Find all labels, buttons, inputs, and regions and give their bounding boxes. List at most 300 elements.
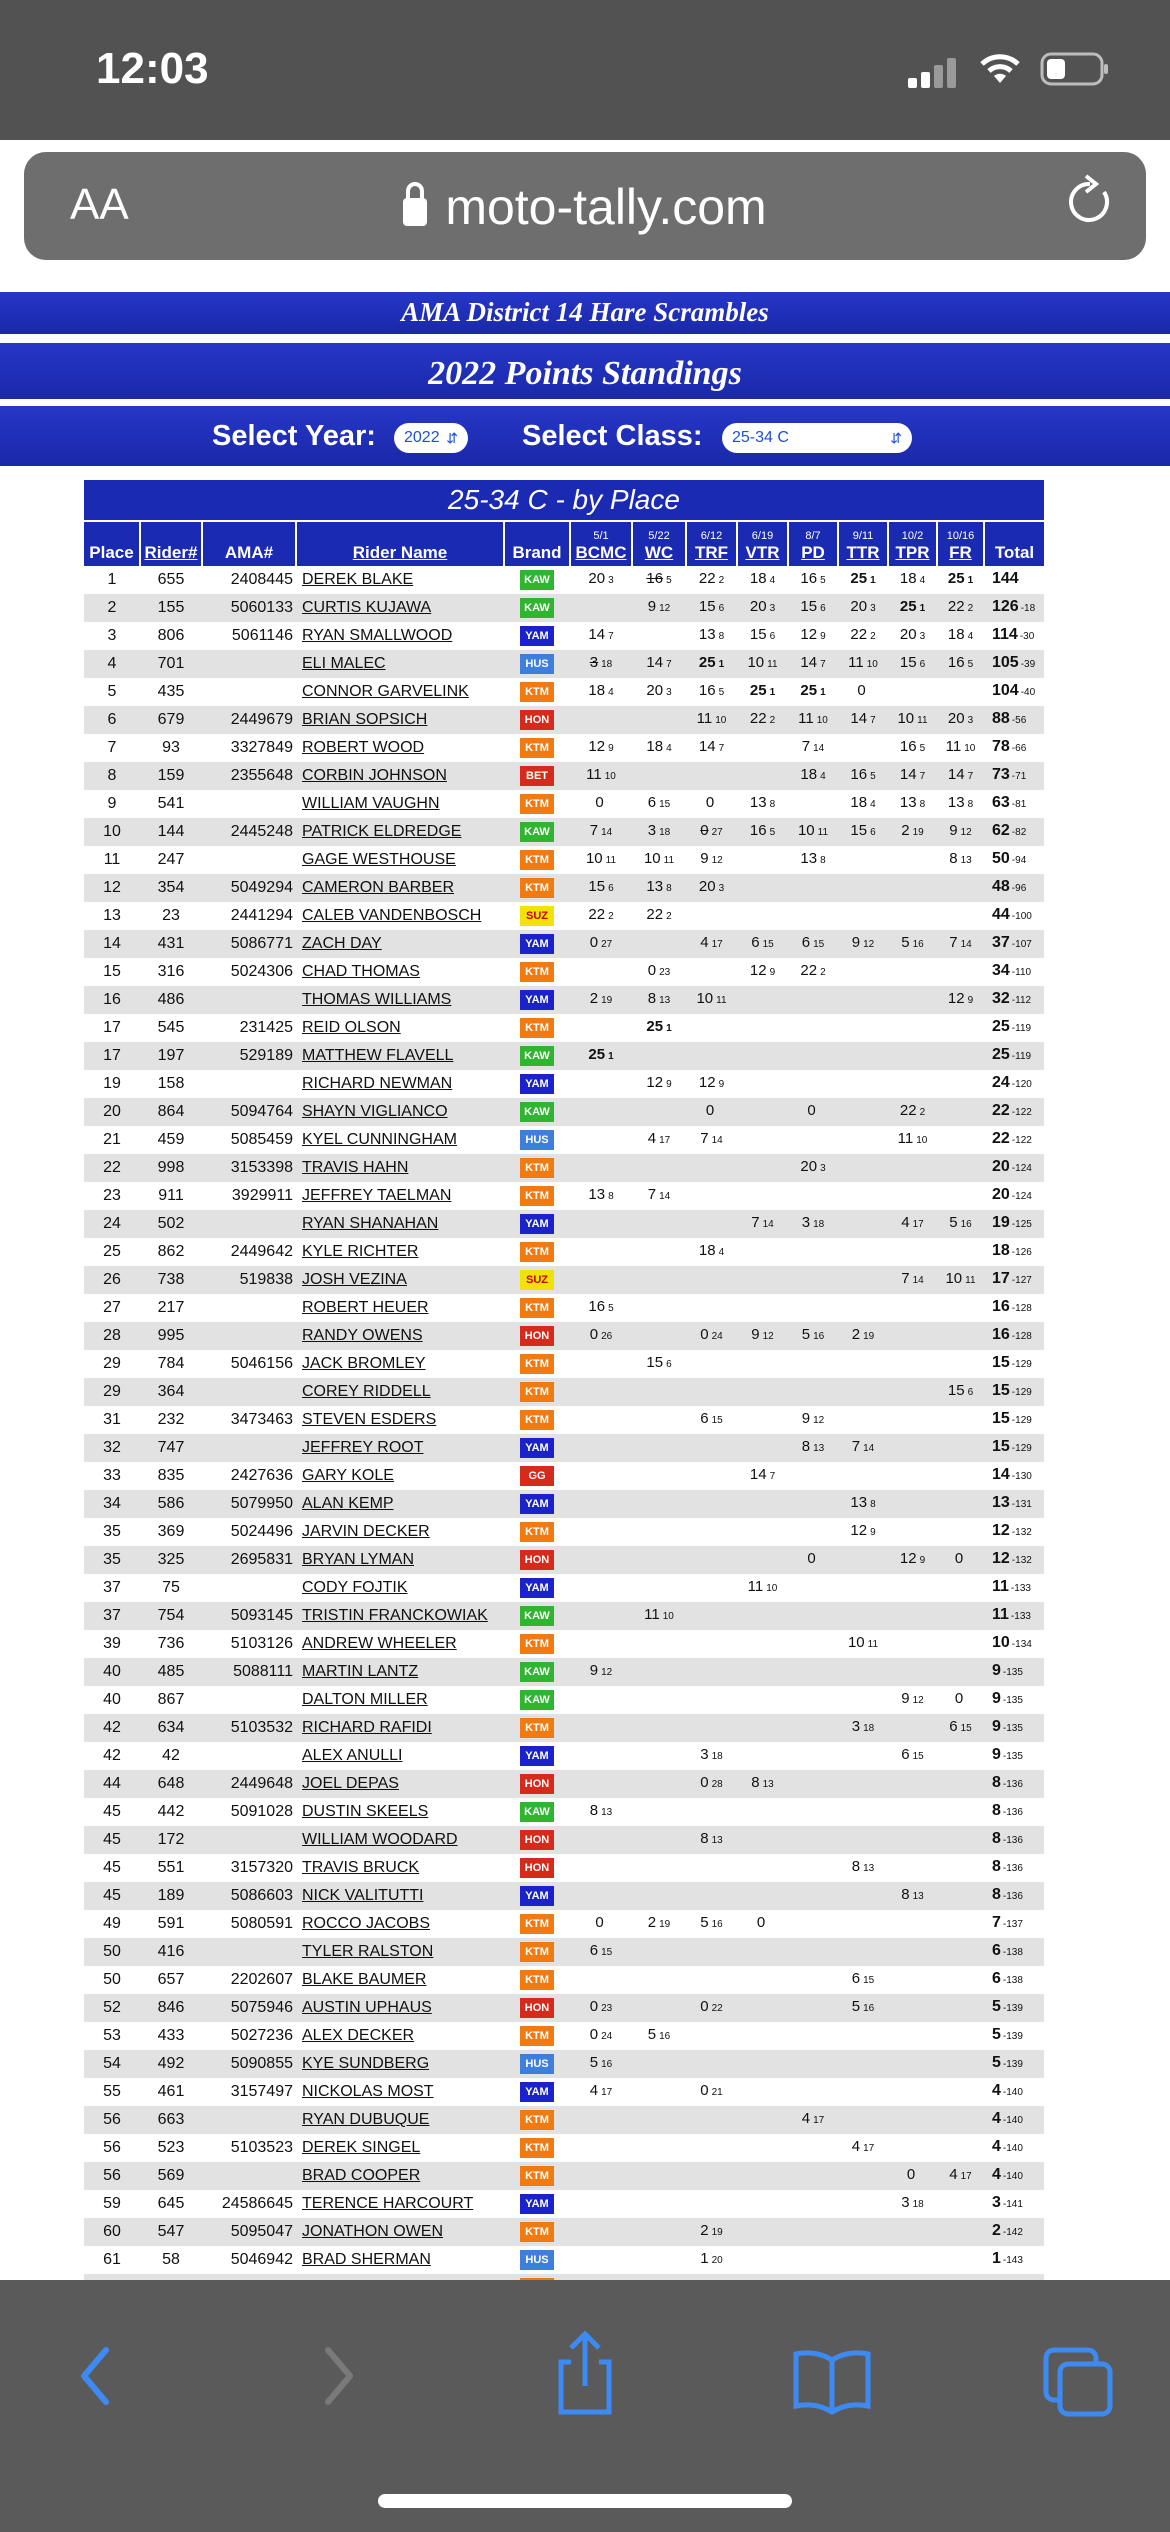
event-points: 12 bbox=[749, 962, 767, 979]
tabs-icon bbox=[1020, 2320, 1140, 2420]
rider-number-cell: 158 bbox=[140, 1070, 202, 1098]
event-points-cell bbox=[888, 1294, 937, 1322]
battery-icon bbox=[1040, 52, 1110, 91]
event-points: 8 bbox=[901, 1886, 910, 1903]
event-points-cell bbox=[632, 2162, 686, 2190]
event-points-cell bbox=[570, 2022, 632, 2050]
event-points: 13 bbox=[947, 794, 965, 811]
event-points-cell bbox=[937, 1154, 984, 1182]
col-event-fr[interactable]: 10/16 FR bbox=[937, 522, 984, 566]
total-points: 22 bbox=[992, 1130, 1010, 1147]
total-cell bbox=[984, 706, 1044, 734]
event-points-cell bbox=[888, 706, 937, 734]
rider-name-link[interactable]: CORBIN JOHNSON bbox=[296, 762, 504, 790]
col-rider-name[interactable]: Rider Name bbox=[296, 522, 504, 566]
total-cell bbox=[984, 1322, 1044, 1350]
brand-badge: KTM bbox=[520, 2110, 554, 2130]
standings-row bbox=[84, 790, 1044, 818]
event-points-cell bbox=[632, 1910, 686, 1938]
event-points: 0 bbox=[756, 1914, 766, 1931]
event-points: 14 bbox=[646, 654, 664, 671]
event-position: 28 bbox=[711, 1779, 723, 1790]
ama-number-cell: 3157497 bbox=[202, 2078, 296, 2106]
brand-badge: YAM bbox=[520, 1886, 554, 1906]
rider-name-link[interactable]: ROBERT HEUER bbox=[296, 1294, 504, 1322]
event-points: 25 bbox=[947, 570, 965, 587]
event-points-cell bbox=[937, 1938, 984, 1966]
rider-name-link[interactable]: CURTIS KUJAWA bbox=[296, 594, 504, 622]
event-position: 7 bbox=[919, 771, 926, 782]
event-points: 9 bbox=[801, 1410, 811, 1427]
event-points-cell bbox=[632, 1126, 686, 1154]
reload-icon[interactable] bbox=[1064, 174, 1116, 243]
season-banner: 2022 Points Standings bbox=[0, 340, 1170, 402]
rider-name-link[interactable]: WILLIAM VAUGHN bbox=[296, 790, 504, 818]
event-position: 10 bbox=[766, 1583, 778, 1594]
brand-badge: KAW bbox=[520, 570, 554, 590]
tabs-button[interactable] bbox=[1020, 2320, 1140, 2420]
total-cell bbox=[984, 1266, 1044, 1294]
wifi-icon bbox=[978, 53, 1022, 90]
bookmarks-icon bbox=[772, 2320, 892, 2420]
event-points: 11 bbox=[798, 710, 814, 727]
event-points-cell bbox=[838, 566, 888, 594]
event-points-cell bbox=[888, 1490, 937, 1518]
event-points-cell bbox=[788, 902, 838, 930]
place-cell: 61 bbox=[84, 2246, 140, 2274]
total-points: 2 bbox=[992, 2222, 1001, 2239]
brand-cell bbox=[504, 1098, 570, 1126]
rider-name-link[interactable]: RICHARD NEWMAN bbox=[296, 1070, 504, 1098]
event-points-cell bbox=[686, 1350, 737, 1378]
place-cell: 56 bbox=[84, 2106, 140, 2134]
brand-cell bbox=[504, 2218, 570, 2246]
rider-name-link[interactable]: ANDREW WHEELER bbox=[296, 1630, 504, 1658]
event-points-cell bbox=[838, 1686, 888, 1714]
event-points-cell bbox=[570, 1154, 632, 1182]
event-points-cell bbox=[570, 1126, 632, 1154]
total-cell bbox=[984, 2218, 1044, 2246]
event-points: 9 bbox=[751, 1326, 760, 1343]
event-points-cell bbox=[632, 1518, 686, 1546]
event-points-cell bbox=[888, 2078, 937, 2106]
event-points: 8 bbox=[949, 850, 958, 867]
rider-name-link[interactable]: WILLIAM WOODARD bbox=[296, 1826, 504, 1854]
event-points-cell bbox=[632, 1714, 686, 1742]
rider-name-link[interactable]: JEFFREY ROOT bbox=[296, 1434, 504, 1462]
event-points-cell bbox=[838, 1714, 888, 1742]
total-points: 8 bbox=[992, 1886, 1001, 1903]
address-bar[interactable] bbox=[24, 152, 1146, 260]
event-points-cell bbox=[937, 1406, 984, 1434]
event-position: 15 bbox=[601, 1947, 613, 1958]
rider-name-link[interactable]: ZACH DAY bbox=[296, 930, 504, 958]
rider-name-link[interactable]: DALTON MILLER bbox=[296, 1686, 504, 1714]
event-points: 16 bbox=[749, 822, 767, 839]
rider-name-link[interactable]: TRAVIS HAHN bbox=[296, 1154, 504, 1182]
points-behind: -122 bbox=[1011, 1135, 1032, 1146]
col-event-ttr[interactable]: 9/11 TTR bbox=[838, 522, 888, 566]
rider-name-link[interactable]: ELI MALEC bbox=[296, 650, 504, 678]
brand-badge: YAM bbox=[520, 2194, 554, 2214]
points-behind: -56 bbox=[1011, 715, 1027, 726]
rider-name-link[interactable]: JONATHON OWEN bbox=[296, 2218, 504, 2246]
standings-row bbox=[84, 2134, 1044, 2162]
event-points: 5 bbox=[901, 934, 910, 951]
event-points-cell bbox=[888, 986, 937, 1014]
place-cell: 4 bbox=[84, 650, 140, 678]
standings-row bbox=[84, 1854, 1044, 1882]
rider-name-link[interactable]: TYLER RALSTON bbox=[296, 1938, 504, 1966]
total-points: 11 bbox=[992, 1606, 1009, 1623]
event-points: 16 bbox=[698, 682, 716, 699]
event-points: 13 bbox=[646, 878, 664, 895]
event-points-cell bbox=[737, 1154, 788, 1182]
rider-number-cell: 648 bbox=[140, 1770, 202, 1798]
chevron-updown-icon: ⇵ bbox=[446, 430, 458, 446]
event-position: 17 bbox=[601, 2087, 613, 2098]
event-points-cell bbox=[686, 1490, 737, 1518]
rider-name-link[interactable]: THOMAS WILLIAMS bbox=[296, 986, 504, 1014]
event-points-cell bbox=[888, 1742, 937, 1770]
event-points: 12 bbox=[899, 1550, 917, 1567]
event-points: 0 bbox=[906, 2166, 916, 2183]
rider-name-link[interactable]: JOSH VEZINA bbox=[296, 1266, 504, 1294]
rider-name-link[interactable]: GARY KOLE bbox=[296, 1462, 504, 1490]
select-class-value: 25-34 C bbox=[732, 429, 789, 446]
event-points-cell bbox=[686, 1434, 737, 1462]
event-points-cell bbox=[788, 1574, 838, 1602]
rider-name-link[interactable]: BLAKE BAUMER bbox=[296, 1966, 504, 1994]
brand-badge: HON bbox=[520, 1774, 554, 1794]
brand-cell bbox=[504, 846, 570, 874]
event-points: 25 bbox=[646, 1018, 664, 1035]
event-points-cell bbox=[788, 1462, 838, 1490]
brand-cell bbox=[504, 1686, 570, 1714]
rider-number-cell: 835 bbox=[140, 1462, 202, 1490]
col-event-trf[interactable]: 6/12 TRF bbox=[686, 522, 737, 566]
brand-badge: YAM bbox=[520, 1578, 554, 1598]
event-points-cell bbox=[570, 1434, 632, 1462]
place-cell: 14 bbox=[84, 930, 140, 958]
total-cell bbox=[984, 1154, 1044, 1182]
standings-row bbox=[84, 706, 1044, 734]
total-cell bbox=[984, 1070, 1044, 1098]
rider-name-link[interactable]: CAMERON BARBER bbox=[296, 874, 504, 902]
event-points-cell bbox=[788, 1630, 838, 1658]
event-points-cell bbox=[737, 2190, 788, 2218]
event-position: 11 bbox=[663, 855, 675, 866]
forward-button[interactable] bbox=[280, 2320, 400, 2420]
rider-name-link[interactable]: TRISTIN FRANCKOWIAK bbox=[296, 1602, 504, 1630]
brand-badge: HUS bbox=[520, 2054, 554, 2074]
event-position: 14 bbox=[813, 743, 825, 754]
event-points-cell bbox=[737, 1182, 788, 1210]
event-points-cell bbox=[788, 2162, 838, 2190]
event-position: 19 bbox=[659, 1919, 671, 1930]
event-points-cell bbox=[838, 986, 888, 1014]
rider-name-link[interactable]: NICK VALITUTTI bbox=[296, 1882, 504, 1910]
rider-name-link[interactable]: DUSTIN SKEELS bbox=[296, 1798, 504, 1826]
points-behind: -40 bbox=[1020, 687, 1036, 698]
event-points-cell bbox=[788, 1238, 838, 1266]
col-event-wc[interactable]: 5/22 WC bbox=[632, 522, 686, 566]
rider-number-cell: 998 bbox=[140, 1154, 202, 1182]
bookmarks-button[interactable] bbox=[772, 2320, 892, 2420]
event-points: 5 bbox=[589, 2054, 599, 2071]
rider-name-link[interactable]: JEFFREY TAELMAN bbox=[296, 1182, 504, 1210]
rider-name-link[interactable]: REID OLSON bbox=[296, 1014, 504, 1042]
brand-cell bbox=[504, 678, 570, 706]
col-event-pd[interactable]: 8/7 PD bbox=[788, 522, 838, 566]
rider-name-link[interactable]: RANDY OWENS bbox=[296, 1322, 504, 1350]
event-points-cell bbox=[570, 2134, 632, 2162]
event-points-cell bbox=[686, 1210, 737, 1238]
reader-settings-button[interactable]: AA bbox=[70, 180, 129, 229]
rider-name-link[interactable]: ROCCO JACOBS bbox=[296, 1910, 504, 1938]
event-points: 16 bbox=[947, 654, 965, 671]
event-position: 23 bbox=[659, 967, 671, 978]
standings-row bbox=[84, 1098, 1044, 1126]
ama-number-cell bbox=[202, 1686, 296, 1714]
rider-name-link[interactable]: KYEL CUNNINGHAM bbox=[296, 1126, 504, 1154]
brand-badge: GG bbox=[520, 1466, 554, 1486]
event-points-cell bbox=[888, 818, 937, 846]
event-position: 6 bbox=[870, 827, 876, 838]
rider-name-link[interactable]: KYLE RICHTER bbox=[296, 1238, 504, 1266]
event-points-cell bbox=[570, 1658, 632, 1686]
event-points-cell bbox=[632, 1154, 686, 1182]
event-points-cell bbox=[937, 1098, 984, 1126]
rider-number-cell: 846 bbox=[140, 1994, 202, 2022]
standings-row bbox=[84, 1210, 1044, 1238]
event-position: 1 bbox=[608, 1051, 614, 1062]
total-points: 18 bbox=[992, 1242, 1010, 1259]
brand-cell bbox=[504, 2050, 570, 2078]
total-points: 5 bbox=[992, 1998, 1001, 2015]
rider-name-link[interactable]: JACK BROMLEY bbox=[296, 1350, 504, 1378]
rider-name-link[interactable]: TERENCE HARCOURT bbox=[296, 2190, 504, 2218]
rider-name-link[interactable]: BRAD COOPER bbox=[296, 2162, 504, 2190]
event-points-cell bbox=[937, 1658, 984, 1686]
standings-row bbox=[84, 2246, 1044, 2274]
event-points-cell bbox=[937, 650, 984, 678]
event-points-cell bbox=[937, 566, 984, 594]
event-position: 1 bbox=[769, 687, 776, 698]
event-points-cell bbox=[888, 1154, 937, 1182]
event-points-cell bbox=[686, 2246, 737, 2274]
rider-name-link[interactable]: CODY FOJTIK bbox=[296, 1574, 504, 1602]
rider-name-link[interactable]: ALEX ANULLI bbox=[296, 1742, 504, 1770]
event-points-cell bbox=[632, 1406, 686, 1434]
place-cell: 45 bbox=[84, 1826, 140, 1854]
event-points: 16 bbox=[800, 570, 818, 587]
rider-name-link[interactable]: KYE SUNDBERG bbox=[296, 2050, 504, 2078]
event-points: 0 bbox=[589, 1326, 599, 1343]
event-points-cell bbox=[737, 762, 788, 790]
event-points-cell bbox=[570, 734, 632, 762]
rider-name-link[interactable]: ALEX DECKER bbox=[296, 2022, 504, 2050]
event-points-cell bbox=[570, 1770, 632, 1798]
event-points-cell bbox=[632, 2050, 686, 2078]
total-cell bbox=[984, 2162, 1044, 2190]
col-total: Total bbox=[984, 522, 1044, 566]
rider-name-link[interactable]: DEREK SINGEL bbox=[296, 2134, 504, 2162]
event-points-cell bbox=[632, 1798, 686, 1826]
event-points: 0 bbox=[589, 1998, 599, 2015]
event-points-cell bbox=[570, 846, 632, 874]
event-points: 7 bbox=[589, 822, 599, 839]
event-points-cell bbox=[737, 1686, 788, 1714]
place-cell: 60 bbox=[84, 2218, 140, 2246]
event-position: 19 bbox=[863, 1331, 875, 1342]
back-button[interactable] bbox=[30, 2320, 150, 2420]
ama-number-cell bbox=[202, 650, 296, 678]
col-event-tpr[interactable]: 10/2 TPR bbox=[888, 522, 937, 566]
share-button[interactable] bbox=[525, 2320, 645, 2420]
brand-badge: KAW bbox=[520, 1662, 554, 1682]
ama-number-cell: 2441294 bbox=[202, 902, 296, 930]
brand-cell bbox=[504, 1042, 570, 1070]
event-position: 5 bbox=[666, 575, 672, 586]
place-cell: 3 bbox=[84, 622, 140, 650]
rider-name-link[interactable]: RICHARD RAFIDI bbox=[296, 1714, 504, 1742]
ama-number-cell: 2408445 bbox=[202, 566, 296, 594]
rider-name-link[interactable]: CHAD THOMAS bbox=[296, 958, 504, 986]
event-points-cell bbox=[838, 1826, 888, 1854]
total-points: 8 bbox=[992, 1858, 1001, 1875]
event-points-cell bbox=[888, 762, 937, 790]
rider-name-link[interactable]: RYAN SHANAHAN bbox=[296, 1210, 504, 1238]
total-cell bbox=[984, 930, 1044, 958]
points-behind: -136 bbox=[1002, 1891, 1023, 1902]
brand-cell bbox=[504, 622, 570, 650]
points-behind: -119 bbox=[1011, 1051, 1032, 1062]
brand-cell bbox=[504, 2246, 570, 2274]
event-position: 12 bbox=[863, 939, 875, 950]
rider-number-cell: 325 bbox=[140, 1546, 202, 1574]
col-event-vtr[interactable]: 6/19 VTR bbox=[737, 522, 788, 566]
event-position: 15 bbox=[711, 1415, 723, 1426]
rider-name-link[interactable]: MATTHEW FLAVELL bbox=[296, 1042, 504, 1070]
event-points-cell bbox=[570, 958, 632, 986]
event-points: 15 bbox=[698, 598, 716, 615]
event-points-cell bbox=[686, 1882, 737, 1910]
select-year-dropdown[interactable] bbox=[394, 423, 468, 453]
rider-name-link[interactable]: TRAVIS BRUCK bbox=[296, 1854, 504, 1882]
brand-cell bbox=[504, 1966, 570, 1994]
brand-badge: KTM bbox=[520, 2026, 554, 2046]
event-points-cell bbox=[937, 790, 984, 818]
select-class-dropdown[interactable] bbox=[722, 423, 912, 453]
event-points: 8 bbox=[851, 1858, 861, 1875]
rider-name-link[interactable]: RYAN DUBUQUE bbox=[296, 2106, 504, 2134]
rider-name-link[interactable]: RYAN SMALLWOOD bbox=[296, 622, 504, 650]
event-points-cell bbox=[888, 1378, 937, 1406]
total-points: 4 bbox=[992, 2082, 1001, 2099]
standings-row bbox=[84, 1490, 1044, 1518]
event-points-cell bbox=[737, 706, 788, 734]
rider-name-link[interactable]: CALEB VANDENBOSCH bbox=[296, 902, 504, 930]
standings-row bbox=[84, 762, 1044, 790]
event-points-cell bbox=[686, 734, 737, 762]
brand-badge: KTM bbox=[520, 1298, 554, 1318]
event-points: 4 bbox=[851, 2138, 861, 2155]
total-points: 9 bbox=[992, 1662, 1001, 1679]
rider-name-link[interactable]: CONNOR GARVELINK bbox=[296, 678, 504, 706]
rider-name-link[interactable]: PATRICK ELDREDGE bbox=[296, 818, 504, 846]
rider-name-link[interactable]: COREY RIDDELL bbox=[296, 1378, 504, 1406]
rider-name-link[interactable]: GAGE WESTHOUSE bbox=[296, 846, 504, 874]
total-points: 63 bbox=[992, 794, 1010, 811]
event-points: 0 bbox=[807, 1550, 816, 1567]
event-points-cell bbox=[570, 818, 632, 846]
event-points-cell bbox=[632, 1826, 686, 1854]
rider-name-link[interactable]: STEVEN ESDERS bbox=[296, 1406, 504, 1434]
rider-name-link[interactable]: NICKOLAS MOST bbox=[296, 2078, 504, 2106]
brand-cell bbox=[504, 1574, 570, 1602]
standings-row bbox=[84, 1238, 1044, 1266]
event-points-cell bbox=[838, 1742, 888, 1770]
event-points-cell bbox=[570, 2190, 632, 2218]
points-behind: -96 bbox=[1011, 883, 1027, 894]
standings-row bbox=[84, 1154, 1044, 1182]
event-position: 14 bbox=[601, 827, 613, 838]
total-points: 5 bbox=[992, 2026, 1001, 2043]
ama-number-cell bbox=[202, 1210, 296, 1238]
event-points-cell bbox=[838, 2134, 888, 2162]
standings-row bbox=[84, 1966, 1044, 1994]
rider-name-link[interactable]: JOEL DEPAS bbox=[296, 1770, 504, 1798]
brand-badge: KAW bbox=[520, 822, 554, 842]
col-event-bcmc[interactable]: 5/1 BCMC bbox=[570, 522, 632, 566]
rider-name-link[interactable]: BRYAN LYMAN bbox=[296, 1546, 504, 1574]
points-behind: -122 bbox=[1011, 1107, 1032, 1118]
rider-name-link[interactable]: MARTIN LANTZ bbox=[296, 1658, 504, 1686]
col-rider-number[interactable]: Rider# bbox=[140, 522, 202, 566]
standings-row bbox=[84, 1770, 1044, 1798]
event-points-cell bbox=[937, 2218, 984, 2246]
rider-number-cell: 655 bbox=[140, 566, 202, 594]
brand-cell bbox=[504, 2078, 570, 2106]
event-position: 16 bbox=[813, 1331, 825, 1342]
rider-name-link[interactable]: BRAD SHERMAN bbox=[296, 2246, 504, 2274]
event-points-cell bbox=[838, 1098, 888, 1126]
rider-name-link[interactable]: BRIAN SOPSICH bbox=[296, 706, 504, 734]
rider-name-link[interactable]: AUSTIN UPHAUS bbox=[296, 1994, 504, 2022]
brand-badge: KAW bbox=[520, 1606, 554, 1626]
event-points-cell bbox=[888, 1994, 937, 2022]
event-points-cell bbox=[632, 1182, 686, 1210]
event-points-cell bbox=[632, 1854, 686, 1882]
event-position: 13 bbox=[863, 1863, 875, 1874]
rider-name-link[interactable]: ALAN KEMP bbox=[296, 1490, 504, 1518]
event-points: 11 bbox=[897, 1130, 914, 1147]
rider-name-link[interactable]: SHAYN VIGLIANCO bbox=[296, 1098, 504, 1126]
event-points-cell bbox=[737, 902, 788, 930]
rider-name-link[interactable]: DEREK BLAKE bbox=[296, 566, 504, 594]
event-points-cell bbox=[570, 2106, 632, 2134]
select-class-label: Select Class: bbox=[522, 420, 703, 452]
rider-name-link[interactable]: JARVIN DECKER bbox=[296, 1518, 504, 1546]
event-points: 7 bbox=[949, 934, 958, 951]
total-points: 88 bbox=[992, 710, 1010, 727]
rider-name-link[interactable]: ROBERT WOOD bbox=[296, 734, 504, 762]
event-points-cell bbox=[632, 930, 686, 958]
url-field[interactable] bbox=[24, 178, 1146, 236]
event-points-cell bbox=[686, 2162, 737, 2190]
event-points: 2 bbox=[901, 822, 910, 839]
